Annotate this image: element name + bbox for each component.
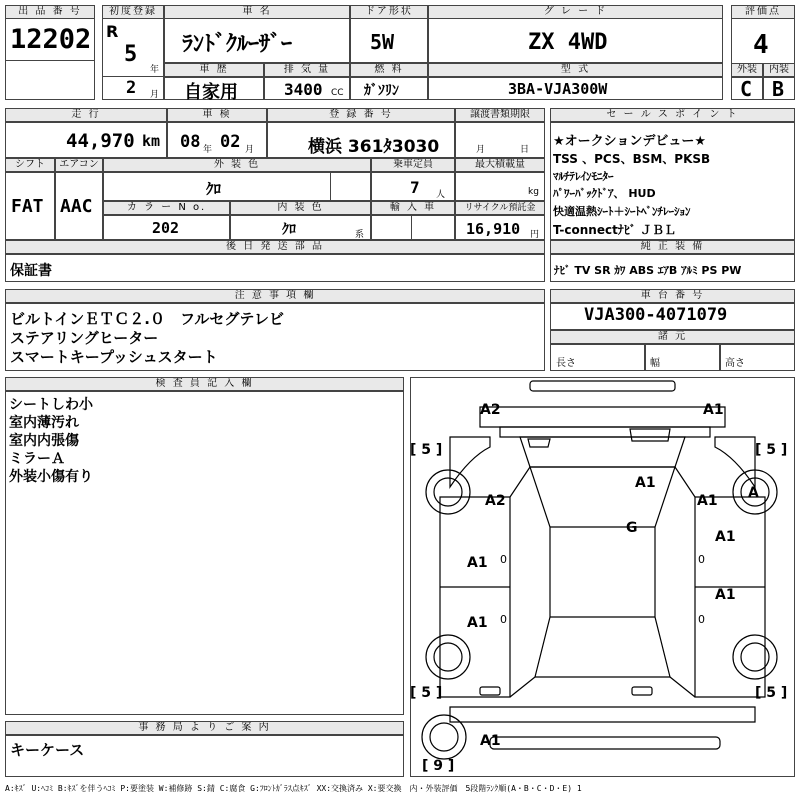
model-header: 型 式 xyxy=(428,63,723,77)
damage-mark: A2 xyxy=(485,493,506,509)
exterior-header: 外装 xyxy=(731,63,763,77)
history-value: 自家用 xyxy=(184,82,238,103)
exterior-score: C xyxy=(740,77,753,101)
insp-year-unit: 年 xyxy=(203,145,213,155)
int-color-value: ｸﾛ xyxy=(282,222,296,238)
interior-header: 内装 xyxy=(763,63,795,77)
damage-mark: A1 xyxy=(715,587,736,603)
inspector-header: 検 査 員 記 入 欄 xyxy=(5,377,404,391)
color-no-value: 202 xyxy=(152,219,180,237)
deadline-month: 月 xyxy=(476,145,486,155)
notes-line: ステアリングヒーター xyxy=(10,329,159,347)
zero-mark: 0 xyxy=(500,613,507,626)
import-divider xyxy=(411,215,455,240)
sales-point-line: 快適温熱ｼｰﾄ＋ｼｰﾄﾍﾞﾝﾁﾚｰｼｮﾝ xyxy=(553,205,691,218)
spare-tire: [ 9 ] xyxy=(422,758,455,774)
damage-mark: A1 xyxy=(467,555,488,571)
genuine-value: ﾅﾋﾞ TV SR ｶﾜ ABS ｴｱB ｱﾙﾐ PS PW xyxy=(554,264,742,277)
reg-year: 5 xyxy=(124,42,138,67)
inspector-line: 外装小傷有り xyxy=(9,469,93,485)
insp-year: 08 xyxy=(180,132,201,152)
later-parts-cell xyxy=(5,254,545,282)
max-load-unit: kg xyxy=(528,187,539,197)
chassis-header: 車 台 番 号 xyxy=(550,289,795,303)
recycle-unit: 円 xyxy=(530,230,540,240)
era: R xyxy=(106,22,119,41)
later-parts-value: 保証書 xyxy=(10,263,52,279)
mileage-value: 44,970 xyxy=(66,130,135,152)
tire-rear-right: [ 5 ] xyxy=(755,685,788,701)
lot-no-lower xyxy=(5,60,95,100)
damage-mark: A1 xyxy=(635,475,656,491)
reg-month-unit: 月 xyxy=(150,90,160,100)
ext-color-divider xyxy=(330,172,371,201)
recycle-value: 16,910 xyxy=(466,220,521,238)
int-color-header: 内 装 色 xyxy=(230,201,371,215)
grade-header: グ レ ー ド xyxy=(428,5,723,19)
tire-front-left: [ 5 ] xyxy=(410,442,443,458)
ext-color-value: ｸﾛ xyxy=(206,180,222,198)
lot-no-header: 出 品 番 号 xyxy=(5,5,95,19)
office-value: キーケース xyxy=(10,741,85,759)
dim-length-label: 長さ xyxy=(556,358,576,369)
sales-point-line: T-connectﾅﾋﾞ ＪＢＬ xyxy=(553,223,677,237)
chassis-value: VJA300-4071079 xyxy=(584,305,728,325)
capacity-value: 7 xyxy=(410,178,420,197)
recycle-header: リサイクル預託金 xyxy=(455,201,545,215)
reg-no-header: 登 録 番 号 xyxy=(267,108,455,122)
fuel-header: 燃 料 xyxy=(350,63,428,77)
zero-mark: 0 xyxy=(698,613,705,626)
door-value: 5W xyxy=(370,30,395,54)
car-diagram xyxy=(410,377,795,777)
history-header: 車 歴 xyxy=(164,63,264,77)
damage-mark: A1 xyxy=(703,402,724,418)
displacement-value: 3400 xyxy=(284,80,323,99)
mileage-header: 走 行 xyxy=(5,108,167,122)
car-name: ﾗﾝﾄﾞｸﾙｰｻﾞｰ xyxy=(182,32,293,57)
displacement-header: 排 気 量 xyxy=(264,63,350,77)
score-value: 4 xyxy=(753,30,769,60)
damage-mark: A xyxy=(748,485,759,501)
damage-mark: A2 xyxy=(480,402,501,418)
aircon-header: エアコン xyxy=(55,158,103,172)
damage-mark: A1 xyxy=(467,615,488,631)
office-header: 事 務 局 よ り ご 案 内 xyxy=(5,721,404,735)
lot-no: 12202 xyxy=(10,24,92,55)
deadline-cell xyxy=(455,122,545,158)
reg-year-unit: 年 xyxy=(150,65,160,75)
model-value: 3BA-VJA300W xyxy=(508,80,608,98)
displacement-unit: CC xyxy=(331,88,344,98)
sales-points-header: セ ー ル ス ポ イ ン ト xyxy=(550,108,795,122)
door-header: ドア形状 xyxy=(350,5,428,19)
import-header: 輸 入 車 xyxy=(371,201,455,215)
fuel-value: ｶﾞｿﾘﾝ xyxy=(364,83,399,99)
color-no-header: カ ラ ー N o. xyxy=(103,201,230,215)
inspector-line: シートしわ小 xyxy=(9,397,93,413)
later-parts-header: 後 日 発 送 部 品 xyxy=(5,240,545,254)
int-color-unit: 系 xyxy=(355,230,365,240)
sales-point-line: ﾏﾙﾁﾃﾚｲﾝﾓﾆﾀｰ xyxy=(553,170,614,183)
sales-point-line: ﾊﾟﾜｰﾊﾞｯｸﾄﾞｱ、 HUD xyxy=(553,187,656,200)
shift-header: シフト xyxy=(5,158,55,172)
score-header: 評価点 xyxy=(731,5,795,19)
insp-month-unit: 月 xyxy=(245,145,255,155)
mileage-unit: km xyxy=(142,132,161,150)
genuine-header: 純 正 装 備 xyxy=(550,240,795,254)
notes-header: 注 意 事 項 欄 xyxy=(5,289,545,303)
notes-line: スマートキープッシュスタート xyxy=(10,348,218,366)
dim-height-label: 高さ xyxy=(725,358,745,369)
inspector-line: 室内内張傷 xyxy=(9,433,79,449)
legend: A:ｷｽﾞ U:ﾍｺﾐ B:ｷｽﾞを伴うﾍｺﾐ P:要塗装 W:補修跡 S:錆 C:腐食 G:ﾌﾛﾝﾄｶﾞﾗｽ点ｷｽﾞ XX:交換済み X:要交換 内・外装評価 5段階ﾗﾝｸ順(A・B・C・D・E) 1 xyxy=(5,784,582,793)
interior-score: B xyxy=(772,77,785,101)
int-color-cell xyxy=(230,215,371,240)
tire-front-right: [ 5 ] xyxy=(755,442,788,458)
insp-month: 02 xyxy=(220,132,241,152)
inspector-line: ミラーＡ xyxy=(9,451,65,467)
first-reg-header: 初度登録 xyxy=(102,5,164,19)
shift-value: FAT xyxy=(11,196,44,217)
sales-point-line: ★オークションデビュー★ xyxy=(553,134,707,149)
capacity-header: 乗車定員 xyxy=(371,158,455,172)
deadline-header: 譲渡書類期限 xyxy=(455,108,545,122)
ext-color-header: 外 装 色 xyxy=(103,158,371,172)
tire-rear-left: [ 5 ] xyxy=(410,685,443,701)
car-name-header: 車 名 xyxy=(164,5,350,19)
inspector-line: 室内薄汚れ xyxy=(9,415,79,431)
grade-value: ZX 4WD xyxy=(528,30,608,55)
sales-point-line: TSS 、PCS、BSM、PKSB xyxy=(553,152,711,166)
notes-line: ビルトインＥＴＣ２.０ フルセグテレビ xyxy=(10,310,285,328)
max-load-header: 最大積載量 xyxy=(455,158,545,172)
damage-mark: A1 xyxy=(697,493,718,509)
zero-mark: 0 xyxy=(698,553,705,566)
aircon-value: AAC xyxy=(60,196,93,217)
reg-month: 2 xyxy=(126,78,137,98)
dim-width-label: 幅 xyxy=(650,358,660,369)
zero-mark: 0 xyxy=(500,553,507,566)
inspection-header: 車 検 xyxy=(167,108,267,122)
capacity-unit: 人 xyxy=(436,190,446,200)
deadline-day: 日 xyxy=(520,145,530,155)
damage-mark: A1 xyxy=(715,529,736,545)
damage-mark: A1 xyxy=(480,733,501,749)
dimensions-header: 諸 元 xyxy=(550,330,795,344)
damage-mark: G xyxy=(626,520,638,536)
reg-no-value: 横浜 361ﾀ3030 xyxy=(308,137,440,157)
